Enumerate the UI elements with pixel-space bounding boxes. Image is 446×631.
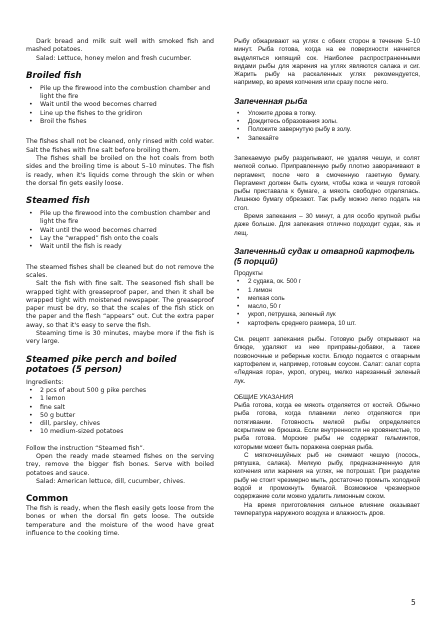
paragraph: С мягкочешуйных рыб не снимают чешую (лосось, ряпушка, салака). Мелкую рыбу, предназначенную для копчения или жарения на углях, не потрошат. При разделке рыбу не стоит чрезмерно мыть, достаточно промыть холодной водой и промокнуть бумагой. Возможное чрезмерное содержание соли можно удалить лимонным соком. (234, 451, 420, 501)
broiled-fish-steps (26, 85, 214, 126)
list-item: • Broil the fishes (26, 118, 214, 126)
paragraph: Salt the fish with fine salt. The seasoned fish shall be wrapped tight with greaseproof paper, and then it shall be wrapped tight with moistened newspaper. The greaseproof paper must be dry, so that the scales of the fish stick on the paper and the flesh “appears” out. Cut the extra paper away, so that it's easy to serve the fish. (26, 280, 214, 329)
list-item: • 2 судака, ок. 500 г (234, 278, 420, 286)
paragraph: Salad: Lettuce, honey melon and fresh cucumber. (36, 54, 192, 62)
list-item: • укроп, петрушка, зеленый лук (234, 311, 420, 319)
paragraph: The fishes shall not be cleaned, only rinsed with cold water. Salt the fishes with fine salt before broiling them. (26, 138, 214, 154)
list-item: • 50 g butter (26, 412, 214, 420)
page-number: 5 (411, 598, 416, 607)
paragraph: Время запекания – 30 минут, а для особо крупной рыбы даже больше. Для запекания отлично подходит судак, язь и лещ. (234, 213, 420, 237)
paragraph: Salad: American lettuce, dill, cucumber, chives. (36, 477, 186, 485)
section-heading-broiled-fish: Broiled fish (26, 70, 82, 81)
list-item: • масло, 50 г (234, 303, 420, 311)
paragraph: Рыба готова, когда ее мякоть отделяется от костей. Обычно рыба готова, когда плавники легко отделяются при потягивании. Готовность мелкой рыбы определяется вскрытием ее брюшка. Если внутренности не кровянистые, то рыба готова. Морские рыбы не содержат гельминтов, которыми может быть поражена озерная рыба. (234, 402, 420, 451)
pike-perch-products (234, 278, 420, 328)
list-item: • 2 pcs of about 500 g pike perches (26, 387, 214, 395)
list-item: • мелкая соль (234, 295, 420, 303)
list-item: • Pile up the firewood into the combustion chamber and light the fire (26, 210, 214, 227)
list-item: • Положите завернутую рыбу в золу. (234, 126, 420, 134)
section-heading-pike-perch: Steamed pike perch and boiled potatoes (5 person) (26, 354, 177, 375)
steamed-fish-steps (26, 210, 214, 251)
paragraph: The steamed fishes shall be cleaned but do not remove the scales. (26, 263, 214, 279)
list-item: • Line up the fishes to the gridiron (26, 110, 214, 118)
list-item: • Wait until the fish is ready (26, 243, 214, 251)
paragraph: The fishes shall be broiled on the hot coals from both sides and the broiling time is about 5–10 minutes. The fish is ready, when it's liquids come through the skin or when the dorsal fin gets easily loose. (26, 154, 214, 187)
list-item: • fine salt (26, 404, 214, 412)
paragraph: Dark bread and milk suit well with smoked fish and mashed potatoes. (26, 38, 214, 54)
list-item: • картофель среднего размера, 10 шт. (234, 320, 420, 328)
list-item: • 10 medium-sized potatoes (26, 428, 214, 436)
list-item: • Wait until the wood becomes charred (26, 227, 214, 235)
list-item: • Дождитесь образования золы. (234, 118, 420, 126)
list-item: • Lay the “wrapped” fish onto the coals (26, 235, 214, 243)
general-instructions-heading: ОБЩИЕ УКАЗАНИЯ (234, 393, 294, 401)
section-heading-baked-pike-perch: Запеченный судак и отварной картофель (5 порций) (234, 245, 415, 266)
section-heading-baked-fish: Запеченная рыба (234, 95, 308, 106)
products-label: Продукты (234, 269, 263, 277)
paragraph: The fish is ready, when the flesh easily gets loose from the bones or when the dorsal fin gets loose. The outside temperature and the moisture of the wood have great influence to the cooking time. (26, 505, 214, 538)
list-item: • dill, parsley, chives (26, 420, 214, 428)
list-item: • 1 lemon (26, 395, 214, 403)
paragraph: Запекаемую рыбу разделывают, не удаляя чешуи, и солят мелкой солью. Приправленную рыбу плотно заворачивают в пергамент, после чего в смоченную газетную бумагу. Пергамент должен быть сухим, чтобы кожа и чешуя готовой рыбы приставала к бумаге, а мякоть свободно отделялась. Лишнюю бумагу обрезают. Так рыбу можно легко подать на стол. (234, 154, 420, 212)
pike-perch-ingredients (26, 387, 214, 437)
list-item: • Запекайте (234, 135, 420, 143)
baked-fish-steps (234, 110, 420, 143)
paragraph: Рыбу обжаривают на углях с обеих сторон в течение 5–10 минут. Рыба готова, когда на ее поверхности начнется выделяться кипящий сок. Наиболее распространенными видами рыбы для жарения на углях являются салака и сиг. Жарить рыбу на раскаленных углях рекомендуется, например, во время копчения или сразу после него. (234, 38, 420, 87)
paragraph: Follow the instruction “Steamed fish”. (26, 444, 145, 452)
russian-column (234, 38, 420, 518)
paragraph: См. рецепт запекания рыбы. Готовую рыбу открывают на блюде, удаляют из нее приправы-добавки, а также позвоночные и реберные кости. Блюдо подается с отварным картофелем и, например, готовым соусом. Салат: салат сорта «Ледяная гора», укроп, огурец, мелко нарезанный зеленый лук. (234, 336, 420, 385)
ingredients-label: Ingredients: (26, 378, 64, 386)
section-heading-common: Common (26, 494, 69, 505)
section-heading-steamed-fish: Steamed fish (26, 196, 90, 207)
list-item: • Уложите дрова в топку. (234, 110, 420, 118)
list-item: • 1 лимон (234, 287, 420, 295)
paragraph: Open the ready made steamed fishes on the serving trey, remove the bigger fish bones. Serve with boiled potatoes and sauce. (26, 452, 214, 477)
paragraph: На время приготовления сильное влияние оказывает температура наружного воздуха и влажность дров. (234, 501, 420, 517)
list-item: • Wait until the wood becomes charred (26, 101, 214, 109)
list-item: • Pile up the firewood into the combustion chamber and light the fire (26, 85, 214, 102)
paragraph: Steaming time is 30 minutes, maybe more if the fish is very large. (26, 330, 214, 346)
english-column (26, 38, 214, 538)
